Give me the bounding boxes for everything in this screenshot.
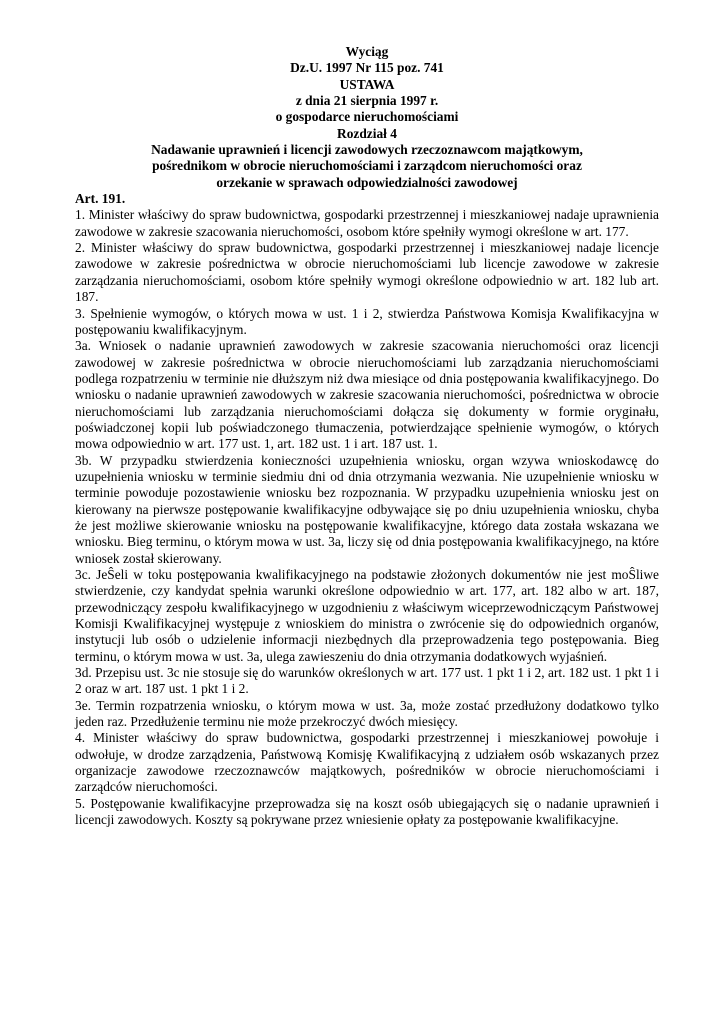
act-title: o gospodarce nieruchomościami xyxy=(275,109,459,125)
paragraph-3c: 3c. JeŜeli w toku postępowania kwalifikacyjnego na podstawie złożonych dokumentów nie jest moŜliwe stwierdzenie, czy kandydat spełnia warunki określone odpowiednio w art. 177, art. 182 albo w art. 187, przewodniczący zespołu kwalifikacyjnego w uzgodnieniu z właściwym wiceprzewodniczącym Państwowej Komisji Kwalifikacyjnej występuje z wnioskiem do ministra o zwrócenie się do odpowiednich organów, instytucji lub osób o udzielenie informacji niezbędnych dla przeprowadzenia tego postępowania. Bieg terminu, o którym mowa w ust. 3a, ulega zawieszeniu do dnia otrzymania dodatkowych wyjaśnień. xyxy=(75,567,659,664)
chapter-title-line-3: orzekanie w sprawach odpowiedzialności zawodowej xyxy=(216,174,518,190)
paragraph-3e: 3e. Termin rozpatrzenia wniosku, o którym mowa w ust. 3a, może zostać przedłużony dodatkowo tylko jeden raz. Przedłużenie terminu nie może przekroczyć dwóch miesięcy. xyxy=(75,697,659,730)
article-body xyxy=(75,207,659,828)
document-page xyxy=(75,44,659,829)
paragraph-1: 1. Minister właściwy do spraw budownictwa, gospodarki przestrzennej i mieszkaniowej nadaje uprawnienia zawodowe w zakresie szacowania nieruchomości, osobom które spełniły wymogi określone w art. 177. xyxy=(75,207,659,239)
document-header xyxy=(75,44,659,191)
paragraph-4: 4. Minister właściwy do spraw budownictwa, gospodarki przestrzennej i mieszkaniowej powołuje i odwołuje, w drodze zarządzenia, Państwową Komisję Kwalifikacyjną z udziałem osób wskazanych przez organizacje zawodowe rzeczoznawców majątkowych, pośredników w obrocie nieruchomościami i zarządców nieruchomości. xyxy=(75,730,659,795)
paragraph-3b: 3b. W przypadku stwierdzenia konieczności uzupełnienia wniosku, organ wzywa wnioskodawcę do uzupełnienia wniosku w terminie siedmiu dni od dnia otrzymania wezwania. Nie uzupełnienie wniosku w terminie powoduje pozostawienie wniosku bez rozpoznania. W przypadku uzupełnienia wniosku jest on kierowany na pierwsze postępowanie kwalifikacyjne odbywające się po dniu uzupełnienia wniosku, chyba że jest możliwe skierowanie wniosku na postępowanie kwalifikacyjne, którego data została wskazana we wniosku. Bieg terminu, o którym mowa w ust. 3a, liczy się od dnia postępowania kwalifikacyjnego, na które wniosek został skierowany. xyxy=(75,452,659,566)
paragraph-3a: 3a. Wniosek o nadanie uprawnień zawodowych w zakresie szacowania nieruchomości oraz licencji zawodowej w zakresie pośrednictwa w obrocie nieruchomościami lub zarządzania nieruchomościami podlega rozpatrzeniu w terminie nie dłuższym niż dwa miesiące od dnia postępowania kwalifikacyjnego. Do wniosku o nadanie uprawnień zawodowych w zakresie szacowania nieruchomości, pośrednictwa w obrocie nieruchomościami lub zarządzania nieruchomościami dołącza się dokumenty w formie oryginału, poświadczonej kopii lub poświadczonego tłumaczenia, potwierdzające spełnienie wymogów, o których mowa odpowiednio w art. 177 ust. 1, art. 182 ust. 1 i art. 187 ust. 1. xyxy=(75,338,659,452)
act-date: z dnia 21 sierpnia 1997 r. xyxy=(295,93,439,109)
chapter-title-line-2: pośrednikom w obrocie nieruchomościami i zarządcom nieruchomości oraz xyxy=(152,158,582,174)
journal-reference: Dz.U. 1997 Nr 115 poz. 741 xyxy=(290,60,444,76)
chapter-title-line-1: Nadawanie uprawnień i licencji zawodowych rzeczoznawcom majątkowym, xyxy=(151,142,583,158)
act-type: USTAWA xyxy=(339,76,395,92)
excerpt-label: Wyciąg xyxy=(345,44,389,59)
article-title: Art. 191. xyxy=(75,191,126,207)
paragraph-3d: 3d. Przepisu ust. 3c nie stosuje się do warunków określonych w art. 177 ust. 1 pkt 1 i 2, art. 182 ust. 1 pkt 1 i 2 oraz w art. 187 ust. 1 pkt 1 i 2. xyxy=(75,665,659,697)
paragraph-3: 3. Spełnienie wymogów, o których mowa w ust. 1 i 2, stwierdza Państwowa Komisja Kwalifikacyjna w postępowaniu kwalifikacyjnym. xyxy=(75,305,659,337)
chapter-number: Rozdział 4 xyxy=(337,125,397,141)
paragraph-2: 2. Minister właściwy do spraw budownictwa, gospodarki przestrzennej i mieszkaniowej nadaje licencje zawodowe w zakresie pośrednictwa w obrocie nieruchomościami lub licencje zawodowe w zakresie zarządzania nieruchomościami, osobom które spełniły wymogi określone odpowiednio w art. 182 lub art. 187. xyxy=(75,240,659,305)
paragraph-5: 5. Postępowanie kwalifikacyjne przeprowadza się na koszt osób ubiegających się o nadanie uprawnień i licencji zawodowych. Koszty są pokrywane przez wniesienie opłaty za postępowanie kwalifikacyjne. xyxy=(75,795,659,828)
